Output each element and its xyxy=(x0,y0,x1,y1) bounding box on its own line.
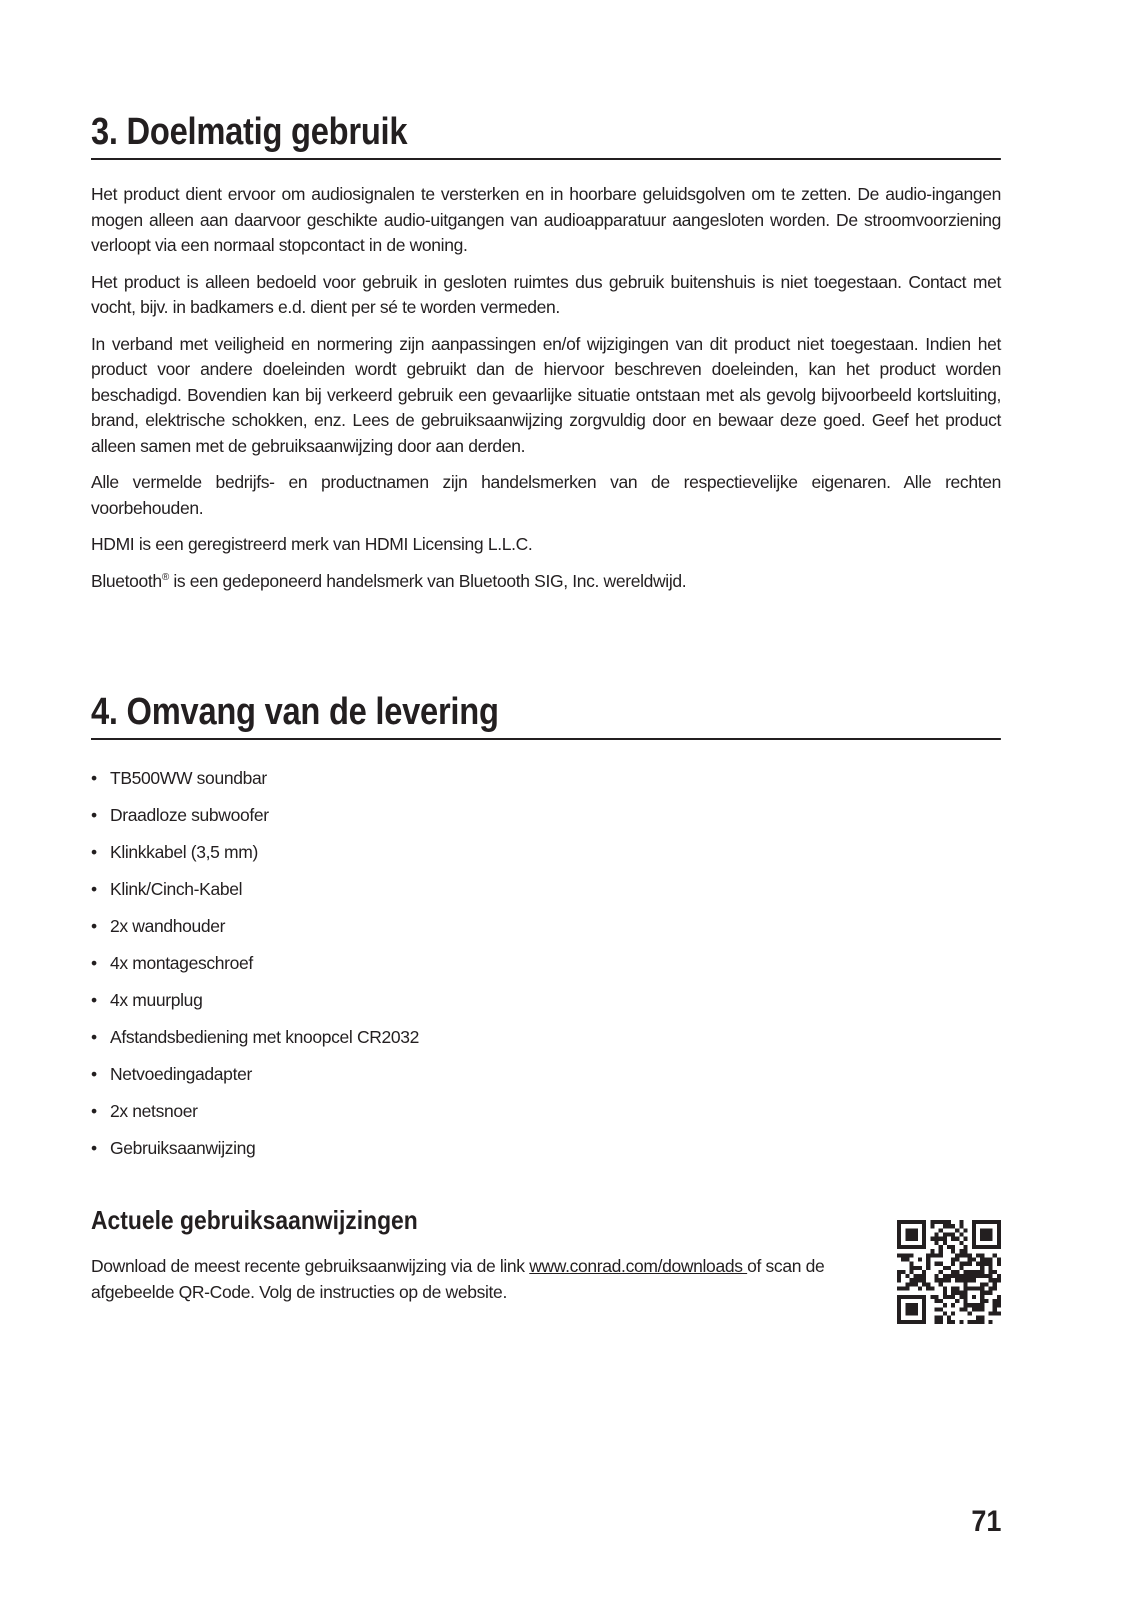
bluetooth-word: Bluetooth xyxy=(91,570,162,591)
section-title-intended-use: 3. Doelmatig gebruik xyxy=(91,110,1001,160)
bullet: • xyxy=(91,879,97,899)
paragraph: Alle vermelde bedrijfs- en productnamen zijn handelsmerken van de respectievelijke eigenaren. Alle rechten voorbehouden. xyxy=(91,472,1001,518)
manual-page xyxy=(91,0,1001,1601)
downloads-heading: Actuele gebruiksaanwijzingen xyxy=(91,1205,418,1235)
list-item xyxy=(91,877,419,914)
list-item-label: Klink/Cinch-Kabel xyxy=(110,879,243,899)
list-item-label: 2x wandhouder xyxy=(110,916,226,936)
bluetooth-trademark-paragraph xyxy=(91,569,1001,595)
list-item-label: Netvoedingadapter xyxy=(110,1064,252,1084)
list-item-label: 4x muurplug xyxy=(110,990,203,1010)
list-item xyxy=(91,951,419,988)
list-item xyxy=(91,1136,419,1173)
downloads-text xyxy=(91,1254,861,1305)
bullet: • xyxy=(91,1064,97,1084)
list-item-label: Klinkkabel (3,5 mm) xyxy=(110,842,258,862)
list-item xyxy=(91,766,419,803)
bullet: • xyxy=(91,768,97,788)
paragraph: Het product is alleen bedoeld voor gebruik in gesloten ruimtes dus gebruik buitenshuis is niet toegestaan. Contact met vocht, bijv. in badkamers e.d. dient per sé te worden vermeden. xyxy=(91,271,1001,317)
bullet: • xyxy=(91,1101,97,1121)
downloads-link[interactable]: www.conrad.com/downloads xyxy=(529,1256,748,1276)
intended-use-body xyxy=(91,182,1001,605)
paragraph: Het product dient ervoor om audiosignalen te versterken en in hoorbare geluidsgolven om te zetten. De audio-ingangen mogen alleen aan daarvoor geschikte audio-uitgangen van audioapparatuur aangesloten worden. De stroomvoorziening verloopt via een normaal stopcontact in de woning. xyxy=(91,184,1001,255)
downloads-text-before: Download de meest recente gebruiksaanwijzing via de link xyxy=(91,1256,530,1276)
paragraph: In verband met veiligheid en normering zijn aanpassingen en/of wijzigingen van dit product niet toegestaan. Indien het product voor andere doeleinden wordt gebruikt dan de hiervoor beschreven doeleinden, kan het product worden beschadigd. Bovendien kan bij verkeerd gebruik een gevaarlijke situatie ontstaan met als gevolg bijvoorbeeld kortsluiting, brand, elektrische schokken, enz. Lees de gebruiksaanwijzing zorgvuldig door en bewaar deze goed. Geef het product alleen samen met de gebruiksaanwijzing door aan derden. xyxy=(91,333,1001,456)
bullet: • xyxy=(91,805,97,825)
bullet: • xyxy=(91,1027,97,1047)
section-title-scope-of-delivery: 4. Omvang van de levering xyxy=(91,690,1001,740)
bullet: • xyxy=(91,916,97,936)
downloads-text-after: of scan de afgebeelde QR-Code. Volg de instructies op de website. xyxy=(91,1256,825,1302)
bullet: • xyxy=(91,842,97,862)
list-item xyxy=(91,1025,419,1062)
list-item-label: Afstandsbediening met knoopcel CR2032 xyxy=(110,1027,420,1047)
paragraph: HDMI is een geregistreerd merk van HDMI Licensing L.L.C. xyxy=(91,534,533,554)
list-item xyxy=(91,803,419,840)
list-item-label: 4x montageschroef xyxy=(110,953,253,973)
bullet: • xyxy=(91,990,97,1010)
list-item xyxy=(91,1062,419,1099)
list-item xyxy=(91,1099,419,1136)
list-item xyxy=(91,988,419,1025)
list-item-label: Gebruiksaanwijzing xyxy=(110,1138,256,1158)
bullet: • xyxy=(91,953,97,973)
list-item-label: Draadloze subwoofer xyxy=(110,805,269,825)
bluetooth-rest: is een gedeponeerd handelsmerk van Bluetooth SIG, Inc. wereldwijd. xyxy=(168,570,687,591)
list-item xyxy=(91,840,419,877)
qr-code-icon xyxy=(897,1220,1001,1324)
list-item xyxy=(91,914,419,951)
delivery-list xyxy=(91,766,419,1173)
list-item-label: TB500WW soundbar xyxy=(110,768,267,788)
page-number: 71 xyxy=(970,1505,1001,1538)
registered-mark: ® xyxy=(161,571,169,583)
bullet: • xyxy=(91,1138,97,1158)
list-item-label: 2x netsnoer xyxy=(110,1101,198,1121)
